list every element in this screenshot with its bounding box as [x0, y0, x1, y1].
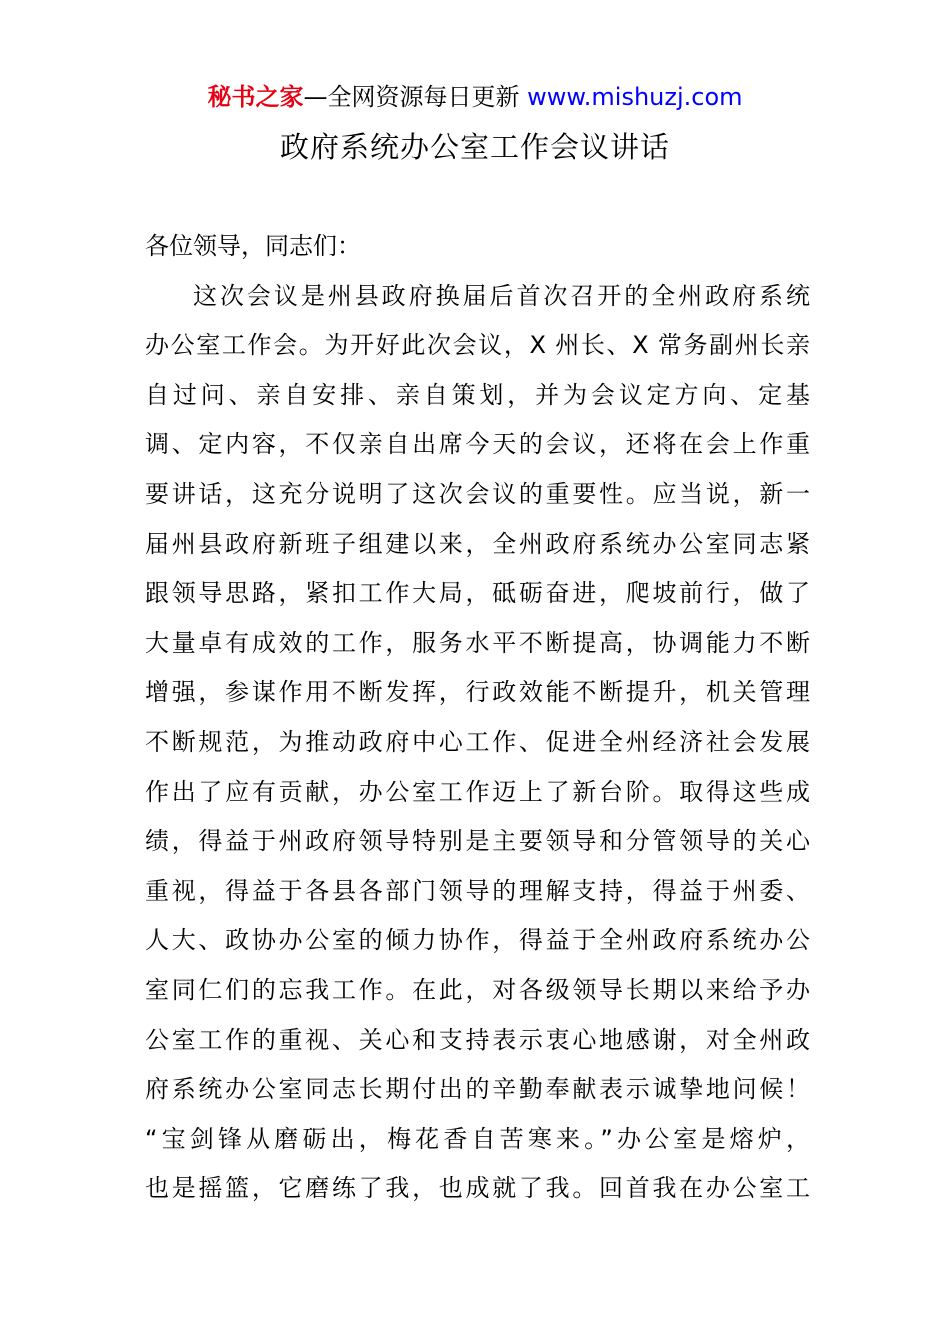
- paragraph-line: 公室工作的重视、关心和支持表示衷心地感谢，对全州政: [145, 1025, 810, 1054]
- paragraph-line: 室同仁们的忘我工作。在此，对各级领导长期以来给予办: [145, 975, 810, 1004]
- site-url-link[interactable]: www.mishuzj.com: [527, 83, 743, 111]
- document-body: [145, 222, 810, 1214]
- paragraph-line: “宝剑锋从磨砺出，梅花香自苦寒来。”办公室是熔炉，: [145, 1124, 810, 1153]
- site-brand: 秘书之家: [207, 83, 304, 111]
- paragraph-line: 办公室工作会。为开好此次会议，X 州长、X 常务副州长亲: [145, 331, 810, 360]
- paragraph-line: 不断规范，为推动政府中心工作、促进全州经济社会发展: [145, 727, 810, 756]
- paragraph-line: 也是摇篮，它磨练了我，也成就了我。回首我在办公室工: [145, 1174, 810, 1203]
- paragraph-line: 绩，得益于州政府领导特别是主要领导和分管领导的关心: [145, 827, 810, 856]
- paragraph-line: 重视，得益于各县各部门领导的理解支持，得益于州委、: [145, 876, 810, 905]
- paragraph-line: 作出了应有贡献，办公室工作迈上了新台阶。取得这些成: [145, 777, 810, 806]
- paragraph-line: 调、定内容，不仅亲自出席今天的会议，还将在会上作重: [145, 430, 810, 459]
- paragraph-line: 大量卓有成效的工作，服务水平不断提高，协调能力不断: [145, 628, 810, 657]
- paragraph-line: 自过问、亲自安排、亲自策划，并为会议定方向、定基: [145, 380, 810, 409]
- site-header: [0, 80, 950, 114]
- paragraph-line: 要讲话，这充分说明了这次会议的重要性。应当说，新一: [145, 479, 810, 508]
- paragraph-line: 人大、政协办公室的倾力协作，得益于全州政府系统办公: [145, 926, 810, 955]
- site-tagline: —全网资源每日更新: [303, 83, 520, 111]
- document-title: 政府系统办公室工作会议讲话: [279, 130, 670, 164]
- paragraph-line: 这次会议是州县政府换届后首次召开的全州政府系统: [193, 281, 810, 310]
- salutation: 各位领导，同志们：: [145, 232, 361, 260]
- paragraph-line: 府系统办公室同志长期付出的辛勤奉献表示诚挚地问候！: [145, 1075, 810, 1104]
- paragraph-line: 届州县政府新班子组建以来，全州政府系统办公室同志紧: [145, 529, 810, 558]
- paragraph-line: 增强，参谋作用不断发挥，行政效能不断提升，机关管理: [145, 678, 810, 707]
- paragraph-line: 跟领导思路，紧扣工作大局，砥砺奋进，爬坡前行，做了: [145, 579, 810, 608]
